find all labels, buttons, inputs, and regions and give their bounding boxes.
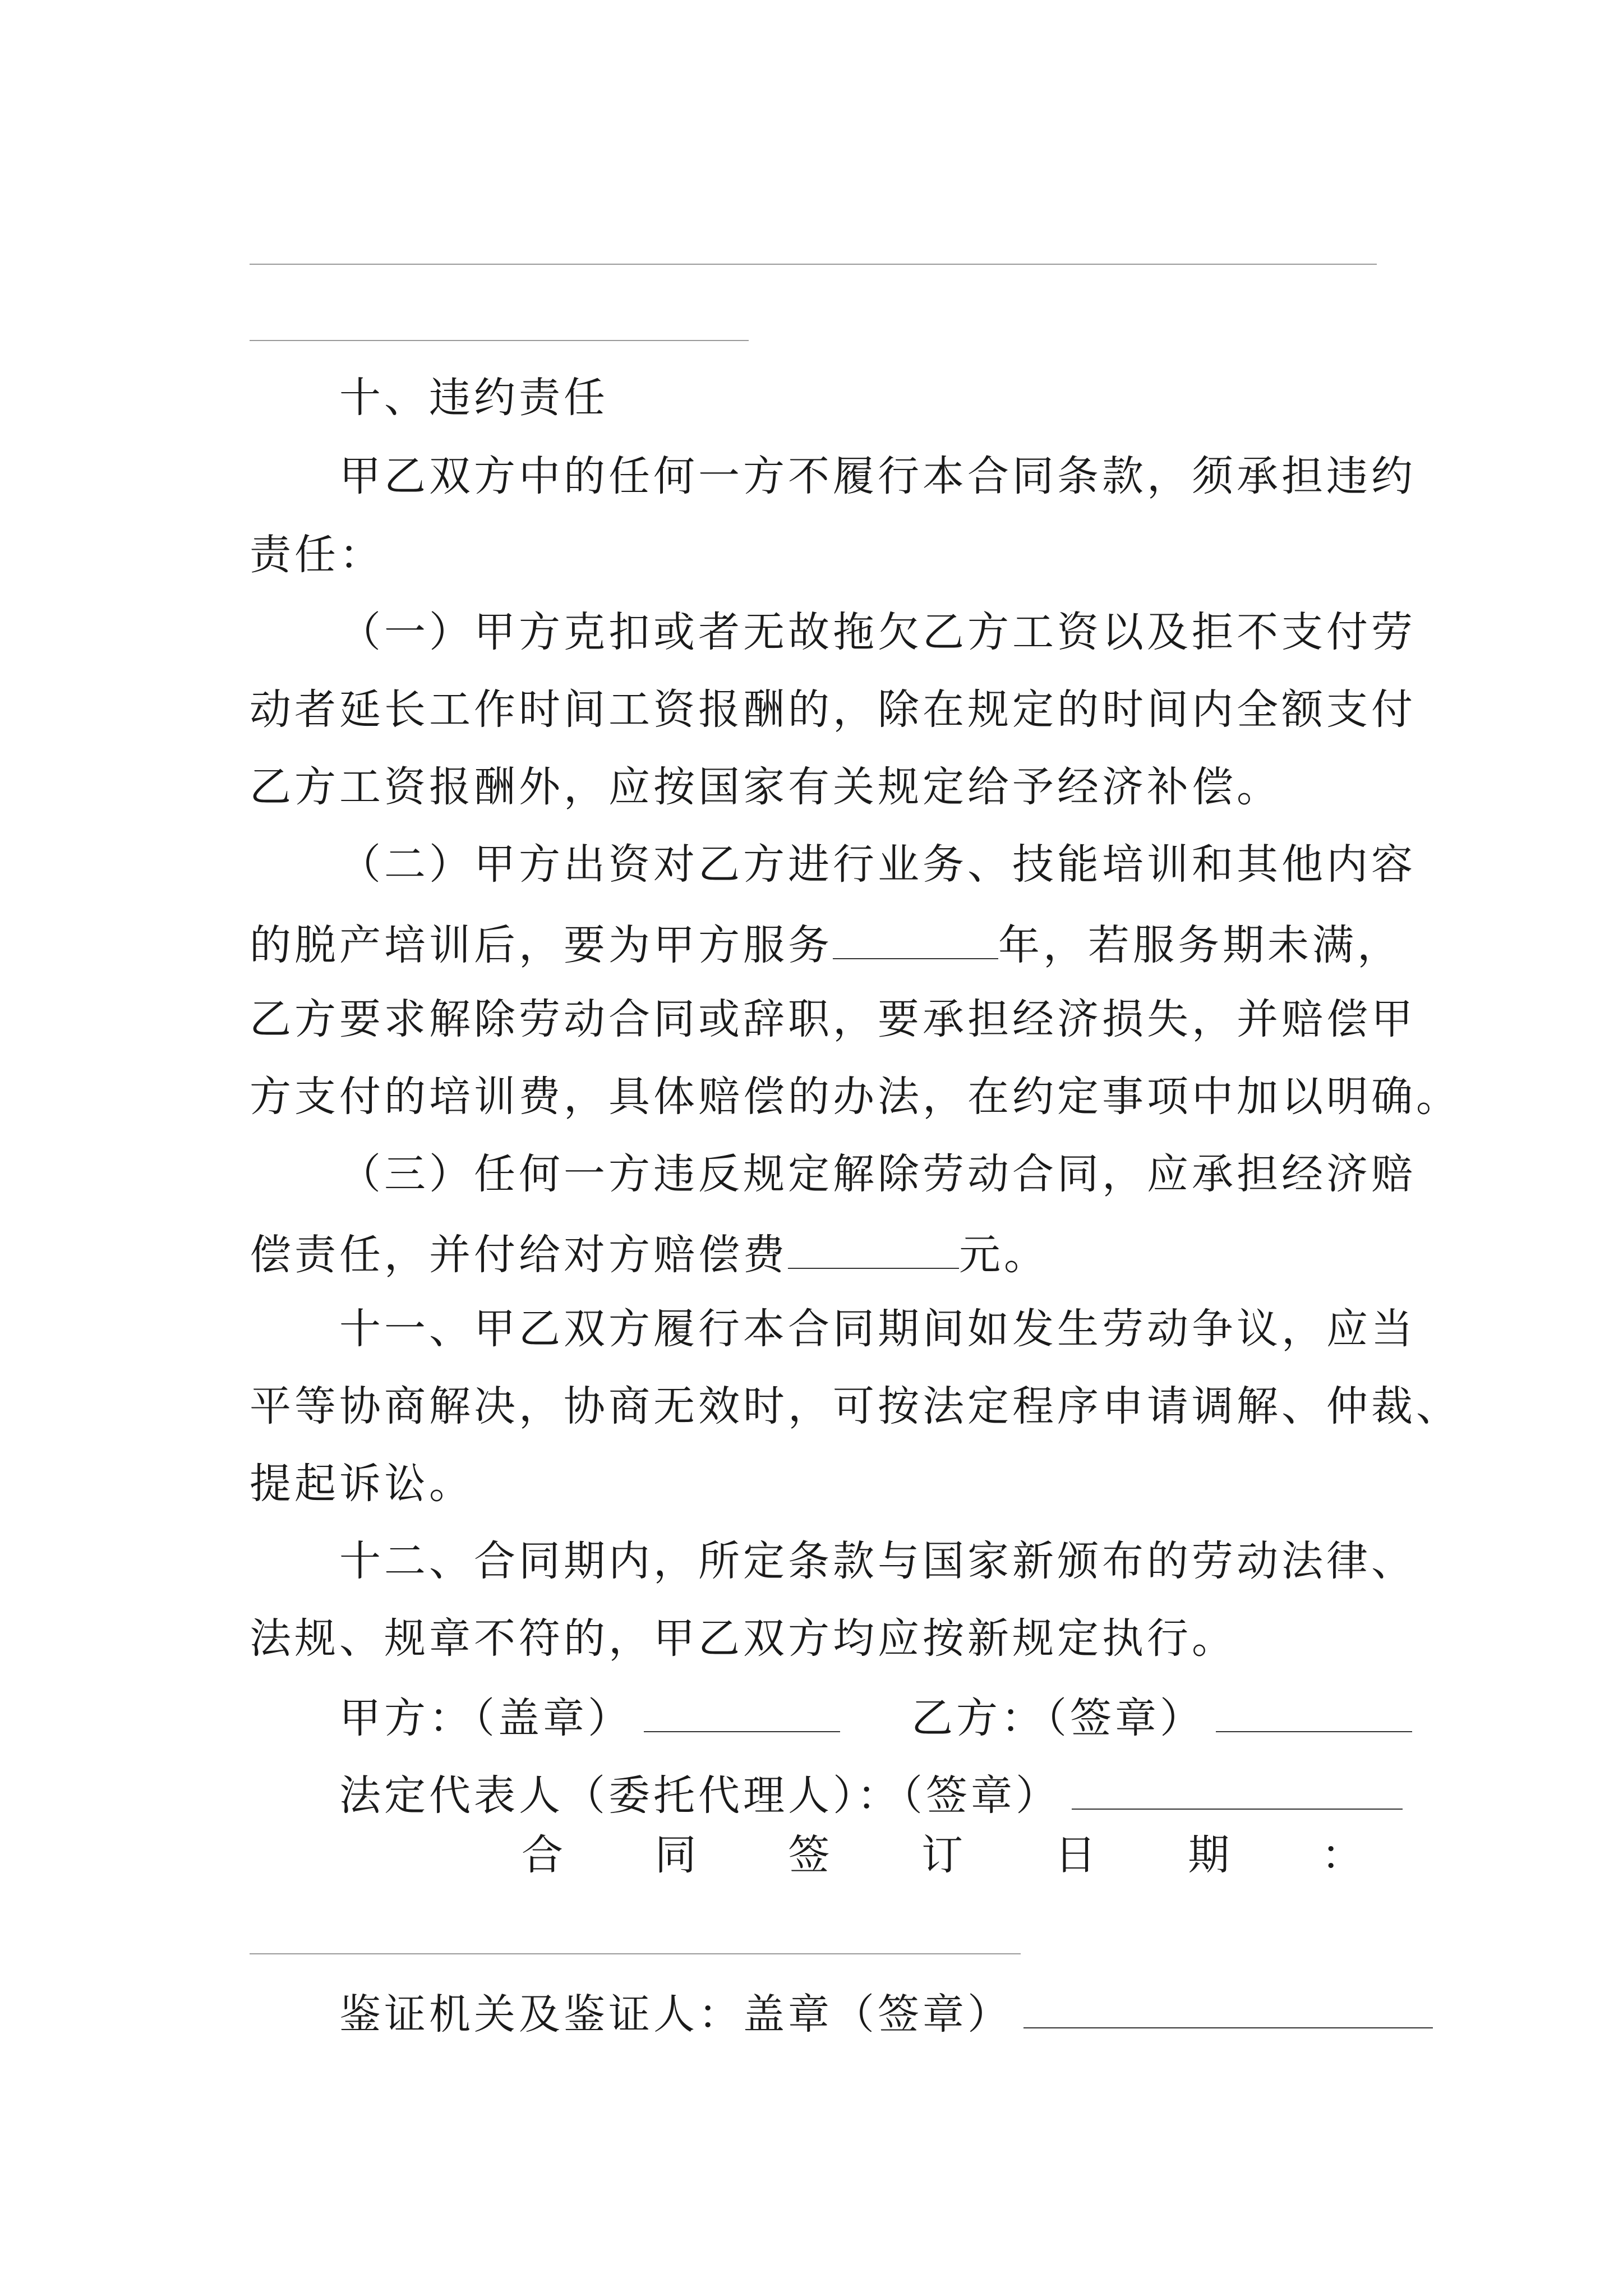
section-11-line-2: 平等协商解决，协商无效时，可按法定程序申请调解、仲裁、 xyxy=(250,1382,1461,1430)
section-12-line-1: 十二、合同期内，所定条款与国家新颁布的劳动法律、 xyxy=(339,1537,1416,1585)
text: 甲乙双方中的任何一方不履行本合同条款，须承担违约 xyxy=(339,452,1416,500)
section-10-intro-line-2: 责任： xyxy=(250,531,384,579)
item-1-line-2: 动者延长工作时间工资报酬的，除在规定的时间内全额支付 xyxy=(250,685,1416,734)
item-3-line-2 xyxy=(250,1231,1377,1279)
service-years-blank[interactable] xyxy=(833,921,998,959)
notary-label: 鉴证机关及鉴证人：盖章（签章） xyxy=(339,1990,1012,2039)
item-3-line-1: （三）任何一方违反规定解除劳动合同，应承担经济赔 xyxy=(339,1150,1416,1198)
section-12-line-2: 法规、规章不符的，甲乙双方均应按新规定执行。 xyxy=(250,1614,1237,1663)
item-1-line-1: （一）甲方克扣或者无故拖欠乙方工资以及拒不支付劳 xyxy=(339,608,1416,656)
sign-date-blank[interactable] xyxy=(250,1953,1021,1954)
item-2-line-1: （二）甲方出资对乙方进行业务、技能培训和其他内容 xyxy=(339,840,1416,889)
item-3-line-2-prefix: 偿责任，并付给对方赔偿费 xyxy=(250,1231,788,1279)
party-b-sign-blank[interactable] xyxy=(1216,1694,1412,1732)
top-fill-line-1 xyxy=(250,264,1377,265)
party-b-label: 乙方：（签章） xyxy=(911,1694,1205,1742)
representative-signature xyxy=(339,1772,1403,1820)
sign-date-char: 合 xyxy=(522,1831,563,1879)
party-a-label: 甲方：（盖章） xyxy=(339,1694,633,1742)
section-11-line-3: 提起诉讼。 xyxy=(250,1460,474,1508)
section-10-heading: 十、违约责任 xyxy=(339,374,608,422)
item-2-line-2-prefix: 的脱产培训后，要为甲方服务 xyxy=(250,921,833,969)
compensation-amount-blank[interactable] xyxy=(788,1231,959,1269)
notary-signature xyxy=(339,1990,1433,2039)
item-2-line-4: 方支付的培训费，具体赔偿的办法，在约定事项中加以明确。 xyxy=(250,1073,1461,1121)
party-a-signature xyxy=(339,1694,840,1742)
sign-date-char: 日 xyxy=(1054,1831,1096,1879)
notary-seal-blank[interactable] xyxy=(1023,1990,1433,2028)
top-fill-line-2 xyxy=(250,340,749,341)
item-2-line-3: 乙方要求解除劳动合同或辞职，要承担经济损失，并赔偿甲 xyxy=(250,995,1416,1043)
item-2-line-2 xyxy=(250,921,1402,969)
representative-sign-blank[interactable] xyxy=(1072,1772,1403,1810)
representative-label: 法定代表人（委托代理人）：（签章） xyxy=(339,1772,1061,1820)
item-1-line-3: 乙方工资报酬外，应按国家有关规定给予经济补偿。 xyxy=(250,763,1281,811)
section-11-line-1: 十一、甲乙双方履行本合同期间如发生劳动争议，应当 xyxy=(339,1305,1416,1353)
item-2-line-2-suffix: 年，若服务期未满， xyxy=(998,921,1402,969)
party-b-signature xyxy=(911,1694,1412,1742)
sign-date-char: 期 xyxy=(1188,1831,1230,1879)
sign-date-char: 签 xyxy=(788,1831,830,1879)
party-a-seal-blank[interactable] xyxy=(644,1694,840,1732)
sign-date-char: 同 xyxy=(654,1831,697,1879)
sign-date-label xyxy=(522,1831,1363,1879)
sign-date-char: ： xyxy=(1321,1831,1363,1879)
section-10-intro-line-1 xyxy=(339,452,1416,500)
sign-date-char: 订 xyxy=(921,1831,963,1879)
item-3-line-2-suffix: 元。 xyxy=(959,1231,1049,1279)
